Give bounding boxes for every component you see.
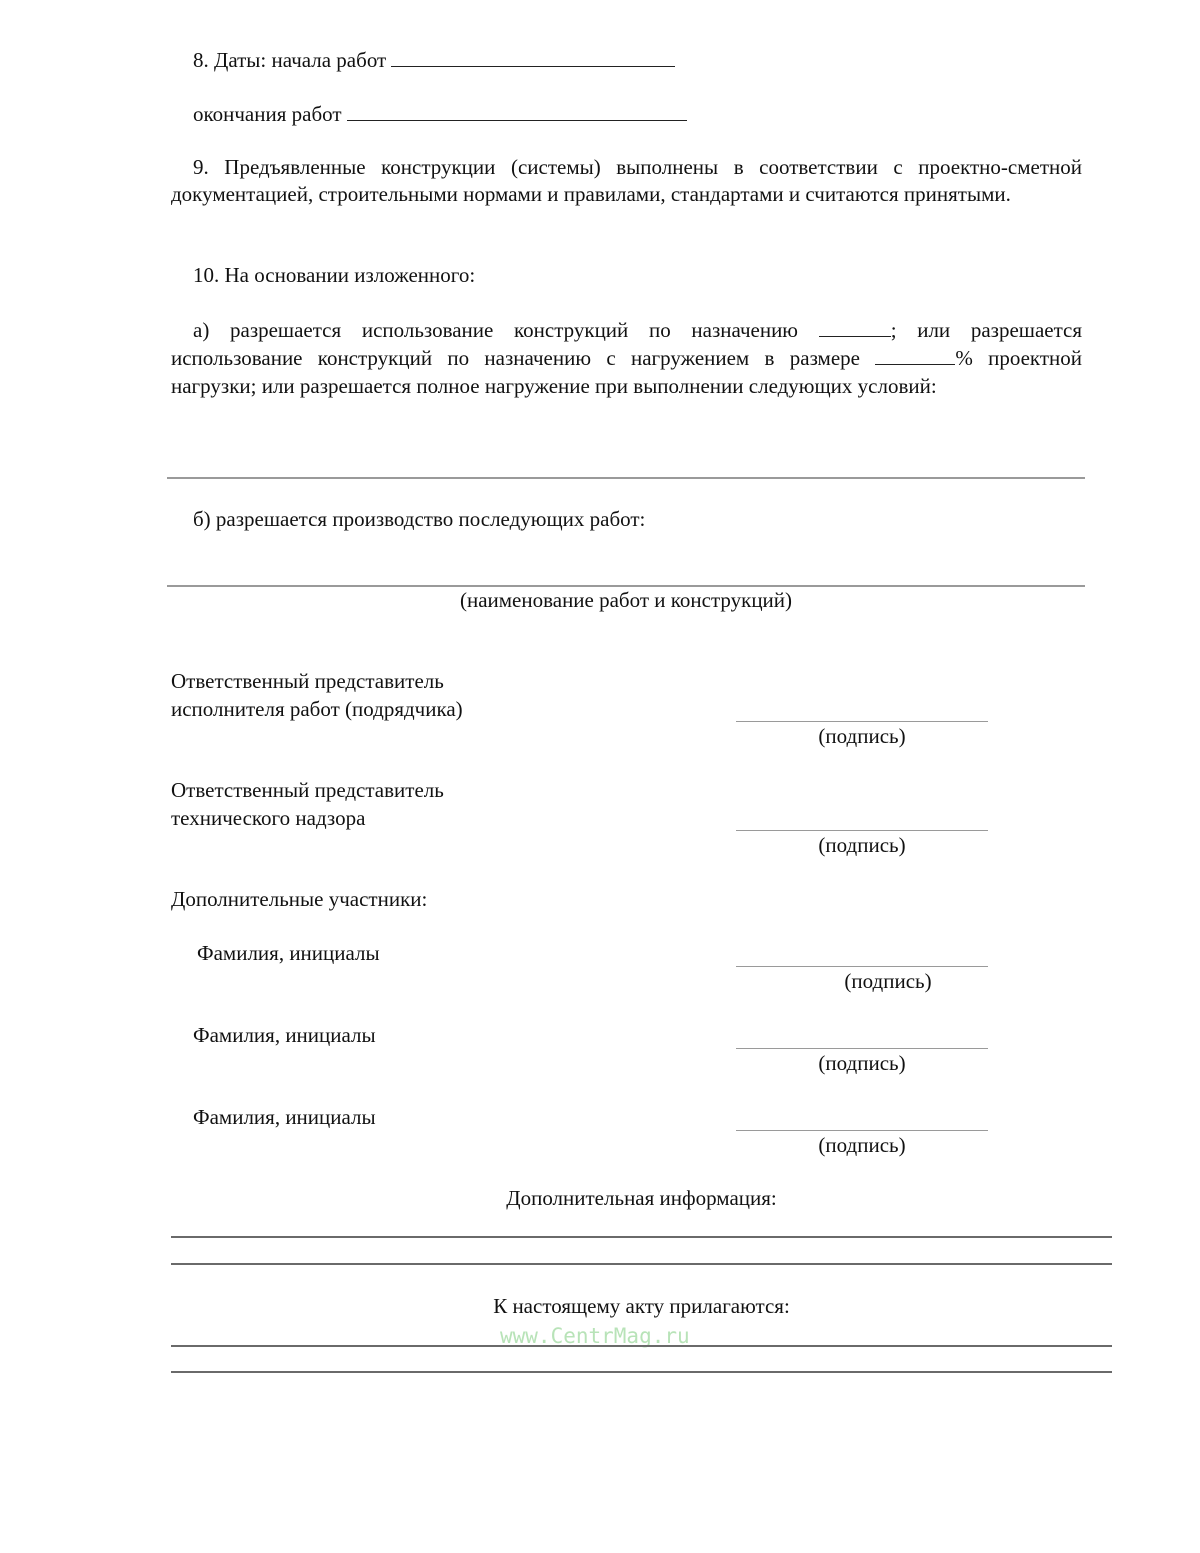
item10b-text: б) разрешается производство последующих работ: xyxy=(193,507,646,531)
participant-1-signature-line[interactable] xyxy=(736,966,988,967)
item10-heading: 10. На основании изложенного: xyxy=(193,263,476,287)
watermark: www.CentrMag.ru xyxy=(500,1324,690,1348)
usage-purpose-field[interactable] xyxy=(819,316,891,337)
item10a-paragraph xyxy=(171,316,1082,400)
item9-paragraph xyxy=(171,154,1082,209)
additional-info-line-2[interactable] xyxy=(171,1263,1112,1265)
contractor-signature-caption: (подпись) xyxy=(818,724,906,748)
participant-3-signature-caption: (подпись) xyxy=(818,1133,906,1157)
contractor-rep-label-line1: Ответственный представитель xyxy=(171,669,444,693)
attachments-line-1[interactable] xyxy=(171,1345,1112,1347)
supervision-rep-label-line2: технического надзора xyxy=(171,806,366,830)
additional-info-heading: Дополнительная информация: xyxy=(506,1186,777,1210)
item10a-text-part3: % проектной нагрузки; или разрешается полное нагружение при выполнении следующих условий: xyxy=(171,346,1083,398)
work-end-date-row xyxy=(193,100,687,128)
additional-participants-heading: Дополнительные участники: xyxy=(171,887,428,911)
participant-3-signature-line[interactable] xyxy=(736,1130,988,1131)
work-start-date-label: 8. Даты: начала работ xyxy=(193,48,387,72)
work-start-date-field[interactable] xyxy=(391,46,675,67)
participant-2-signature-line[interactable] xyxy=(736,1048,988,1049)
attachments-heading: К настоящему акту прилагаются: xyxy=(493,1294,790,1318)
contractor-signature-line[interactable] xyxy=(736,721,988,722)
participant-3-name-label: Фамилия, инициалы xyxy=(193,1105,376,1129)
item9-text: 9. Предъявленные конструкции (системы) выполнены в соответствии с проектно-сметной документацией, строительными нормами и правилами, стандартами и считаются принятыми. xyxy=(171,155,1082,207)
work-end-date-field[interactable] xyxy=(347,100,687,121)
item10a-text-part1: а) разрешается использование конструкций по назначению xyxy=(193,318,798,342)
work-start-date-row xyxy=(193,46,675,74)
additional-info-line-1[interactable] xyxy=(171,1236,1112,1238)
participant-2-name-label: Фамилия, инициалы xyxy=(193,1023,376,1047)
participant-1-name-label: Фамилия, инициалы xyxy=(197,941,380,965)
item10a-text-part2: ; или разрешается использование конструкций по назначению с нагружением в размере xyxy=(171,318,1082,371)
supervision-signature-caption: (подпись) xyxy=(818,833,906,857)
supervision-signature-line[interactable] xyxy=(736,830,988,831)
contractor-rep-label-line2: исполнителя работ (подрядчика) xyxy=(171,697,463,721)
conditions-line[interactable] xyxy=(167,477,1085,479)
works-caption: (наименование работ и конструкций) xyxy=(459,588,793,612)
supervision-rep-label-line1: Ответственный представитель xyxy=(171,778,444,802)
load-percent-field[interactable] xyxy=(875,344,955,365)
work-end-date-label: окончания работ xyxy=(193,102,342,126)
participant-2-signature-caption: (подпись) xyxy=(818,1051,906,1075)
participant-1-signature-caption: (подпись) xyxy=(844,969,932,993)
attachments-line-2[interactable] xyxy=(171,1371,1112,1373)
